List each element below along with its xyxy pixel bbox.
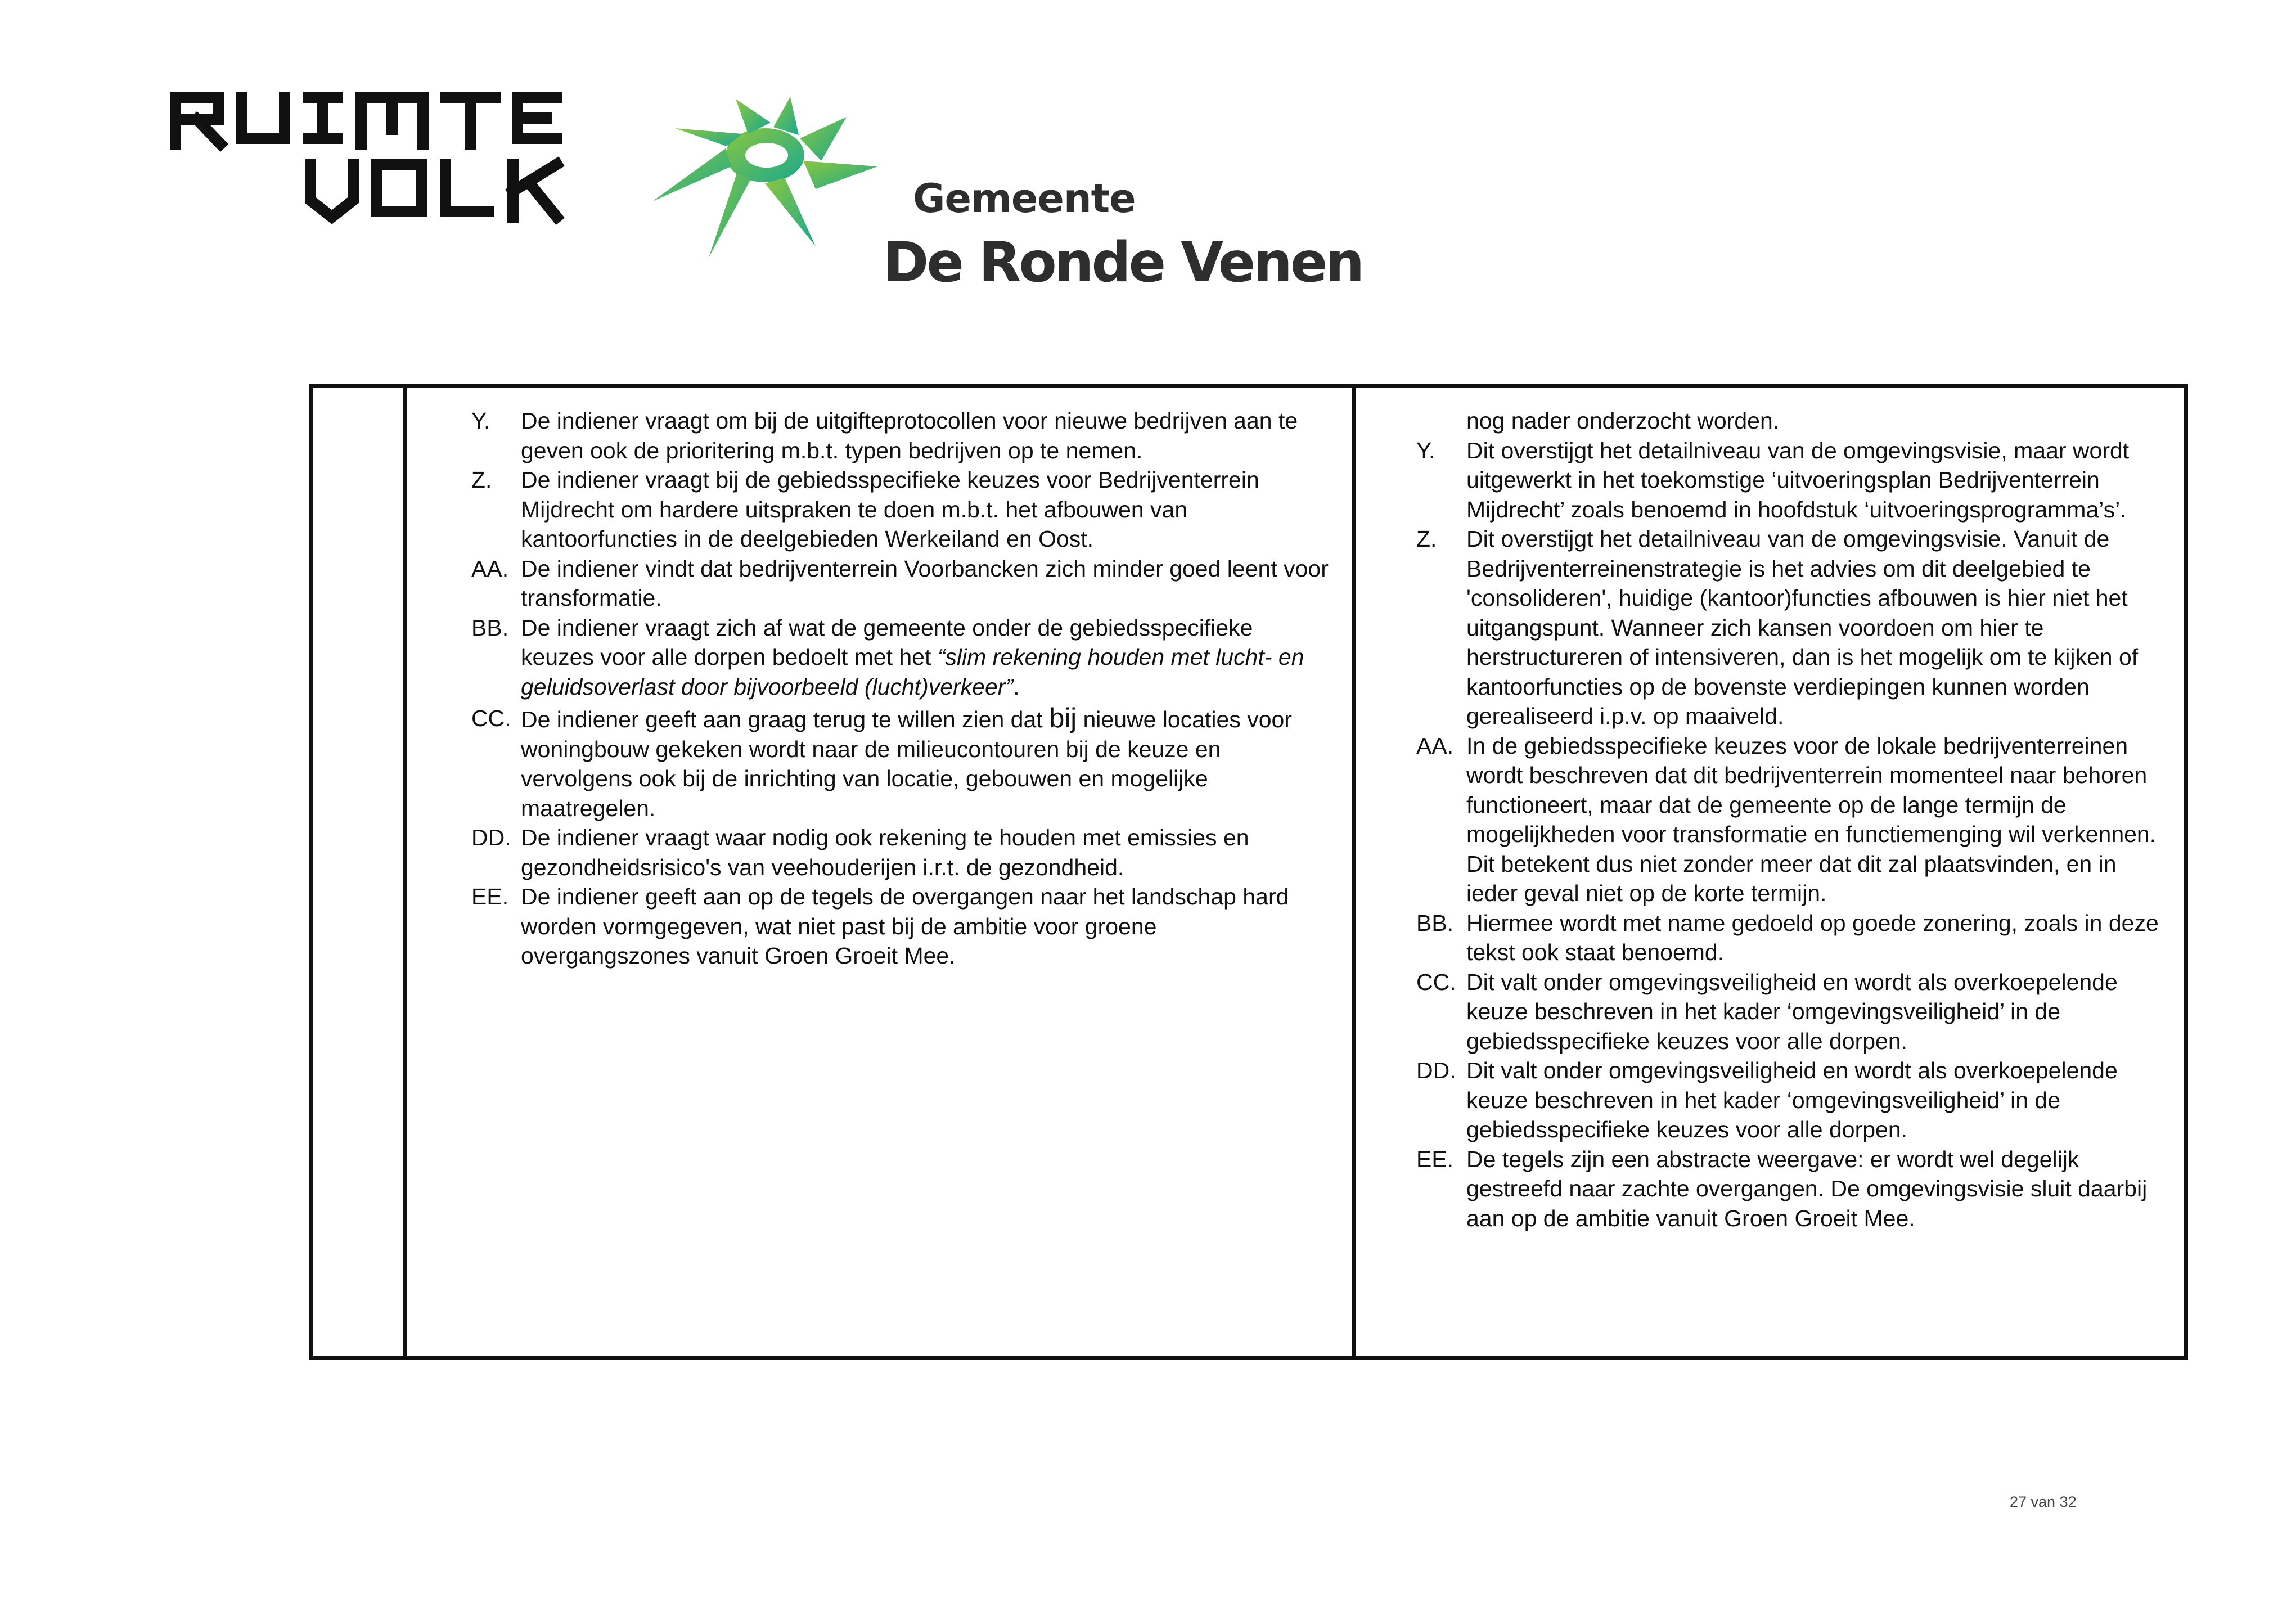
response-item-cc	[1356, 967, 2167, 1056]
response-item-aa	[1356, 731, 2167, 908]
item-text: Dit overstijgt het detailniveau van de omgevingsvisie. Vanuit de Bedrijventerreinenstrategie is het advies om dit deelgebied te 'consolideren', huidige (kantoor)functies afbouwen is hier niet het uitgangspunt. Wanneer zich kansen voordoen om hier te herstructureren of intensiveren, dan is het mogelijk om te kijken of kantoorfuncties op de bovenste verdiepingen kunnen worden gerealiseerd i.p.v. op maaiveld.	[1466, 526, 2139, 729]
item-text: Hiermee wordt met name gedoeld op goede zonering, zoals in deze tekst ook staat benoemd.	[1466, 910, 2159, 965]
item-label: EE.	[1416, 1146, 1454, 1172]
response-item-ee	[1356, 1145, 2167, 1234]
table-column-number	[313, 388, 407, 1356]
item-text: Dit overstijgt het detailniveau van de omgevingsvisie, maar wordt uitgewerkt in het toekomstige ‘uitvoeringsplan Bedrijventerrein Mijdrecht’ zoals benoemd in hoofdstuk ‘uitvoeringsprogramma’s’.	[1466, 437, 2130, 523]
wordmark-de-ronde-venen: De Ronde Venen	[883, 231, 1363, 295]
response-item-bb	[1356, 908, 2167, 967]
de-ronde-venen-star-icon	[652, 94, 889, 263]
item-text: De indiener geeft aan graag terug te willen zien dat	[521, 706, 1050, 732]
ruimtevolk-logo	[169, 90, 568, 225]
item-text: De indiener vraagt om bij de uitgifteprotocollen voor nieuwe bedrijven aan te geven ook de prioritering m.b.t. typen bedrijven op te nemen.	[521, 408, 1298, 463]
submission-item-y	[407, 406, 1330, 465]
item-label: CC.	[1416, 969, 1456, 995]
table-column-response	[1356, 388, 2184, 1356]
item-text: De indiener vindt dat bedrijventerrein Voorbancken zich minder goed leent voor transformatie.	[521, 555, 1329, 611]
item-text: De indiener vraagt bij de gebiedsspecifieke keuzes voor Bedrijventerrein Mijdrecht om hardere uitspraken te doen m.b.t. het afbouwen van kantoorfuncties in de deelgebieden Werkeiland en Oost.	[521, 467, 1259, 552]
de-ronde-venen-wordmark	[883, 175, 1363, 295]
item-label: EE.	[471, 884, 509, 910]
item-text-emphasis: bij	[1049, 703, 1077, 733]
submission-item-ee	[407, 882, 1330, 971]
item-label: AA.	[1416, 732, 1454, 759]
item-label: DD.	[471, 825, 511, 850]
item-label: Y.	[471, 408, 490, 434]
item-text: De indiener vraagt zich af wat de gemeente onder de gebiedsspecifieke keuzes voor alle dorpen bedoelt met het	[521, 614, 1253, 670]
page-number: 27 van 32	[2010, 1493, 2077, 1510]
item-label: Y.	[1416, 437, 1435, 463]
item-text-end: nieuwe locaties voor woningbouw gekeken wordt naar de milieucontouren bij de keuze en vervolgens ook bij de inrichting van locatie, gebouwen en mogelijke maatregelen.	[521, 706, 1292, 821]
submission-item-cc	[407, 704, 1330, 823]
response-item-z	[1356, 524, 2167, 731]
item-text: De indiener vraagt waar nodig ook rekening te houden met emissies en gezondheidsrisico's van veehouderijen i.r.t. de gezondheid.	[521, 825, 1249, 880]
item-text: In de gebiedsspecifieke keuzes voor de lokale bedrijventerreinen wordt beschreven dat dit bedrijventerrein momenteel naar behoren functioneert, maar dat de gemeente op de lange termijn de mogelijkheden voor transformatie en functiemenging wil verkennen. Dit betekent dus niet zonder meer dat dit zal plaatsvinden, en in ieder geval niet op de korte termijn.	[1466, 732, 2157, 906]
item-label: BB.	[471, 614, 509, 641]
response-item-y	[1356, 436, 2167, 525]
submission-item-z	[407, 465, 1330, 554]
table-column-submission	[407, 388, 1356, 1356]
submission-item-aa	[407, 554, 1330, 613]
response-item-dd	[1356, 1056, 2167, 1145]
response-continuation: nog nader onderzocht worden.	[1466, 408, 1780, 434]
item-text: De indiener geeft aan op de tegels de overgangen naar het landschap hard worden vormgegeven, wat niet past bij de ambitie voor groene overgangszones vanuit Groen Groeit Mee.	[521, 884, 1289, 969]
response-table	[309, 384, 2188, 1360]
item-text-end: .	[1013, 673, 1020, 700]
item-text: De tegels zijn een abstracte weergave: er wordt wel degelijk gestreefd naar zachte overgangen. De omgevingsvisie sluit daarbij aan op de ambitie vanuit Groen Groeit Mee.	[1466, 1146, 2148, 1231]
item-text: Dit valt onder omgevingsveiligheid en wordt als overkoepelende keuze beschreven in het kader ‘omgevingsveiligheid’ in de gebiedsspecifieke keuzes voor alle dorpen.	[1466, 969, 2118, 1054]
item-text-mixed	[521, 613, 1330, 702]
submission-item-bb	[407, 613, 1330, 702]
item-label: BB.	[1416, 910, 1454, 936]
item-label: DD.	[1416, 1057, 1456, 1083]
item-label: Z.	[471, 467, 492, 493]
submission-item-dd	[407, 823, 1330, 882]
item-label: Z.	[1416, 526, 1437, 552]
item-label: CC.	[471, 705, 511, 731]
wordmark-gemeente: Gemeente	[913, 175, 1136, 222]
item-text-mixed	[521, 704, 1330, 823]
item-text: Dit valt onder omgevingsveiligheid en wordt als overkoepelende keuze beschreven in het kader ‘omgevingsveiligheid’ in de gebiedsspecifieke keuzes voor alle dorpen.	[1466, 1057, 2118, 1142]
item-quote: “slim rekening houden met lucht- en geluidsoverlast door bijvoorbeeld (lucht)verkeer”	[521, 644, 1304, 700]
item-label: AA.	[471, 555, 509, 582]
